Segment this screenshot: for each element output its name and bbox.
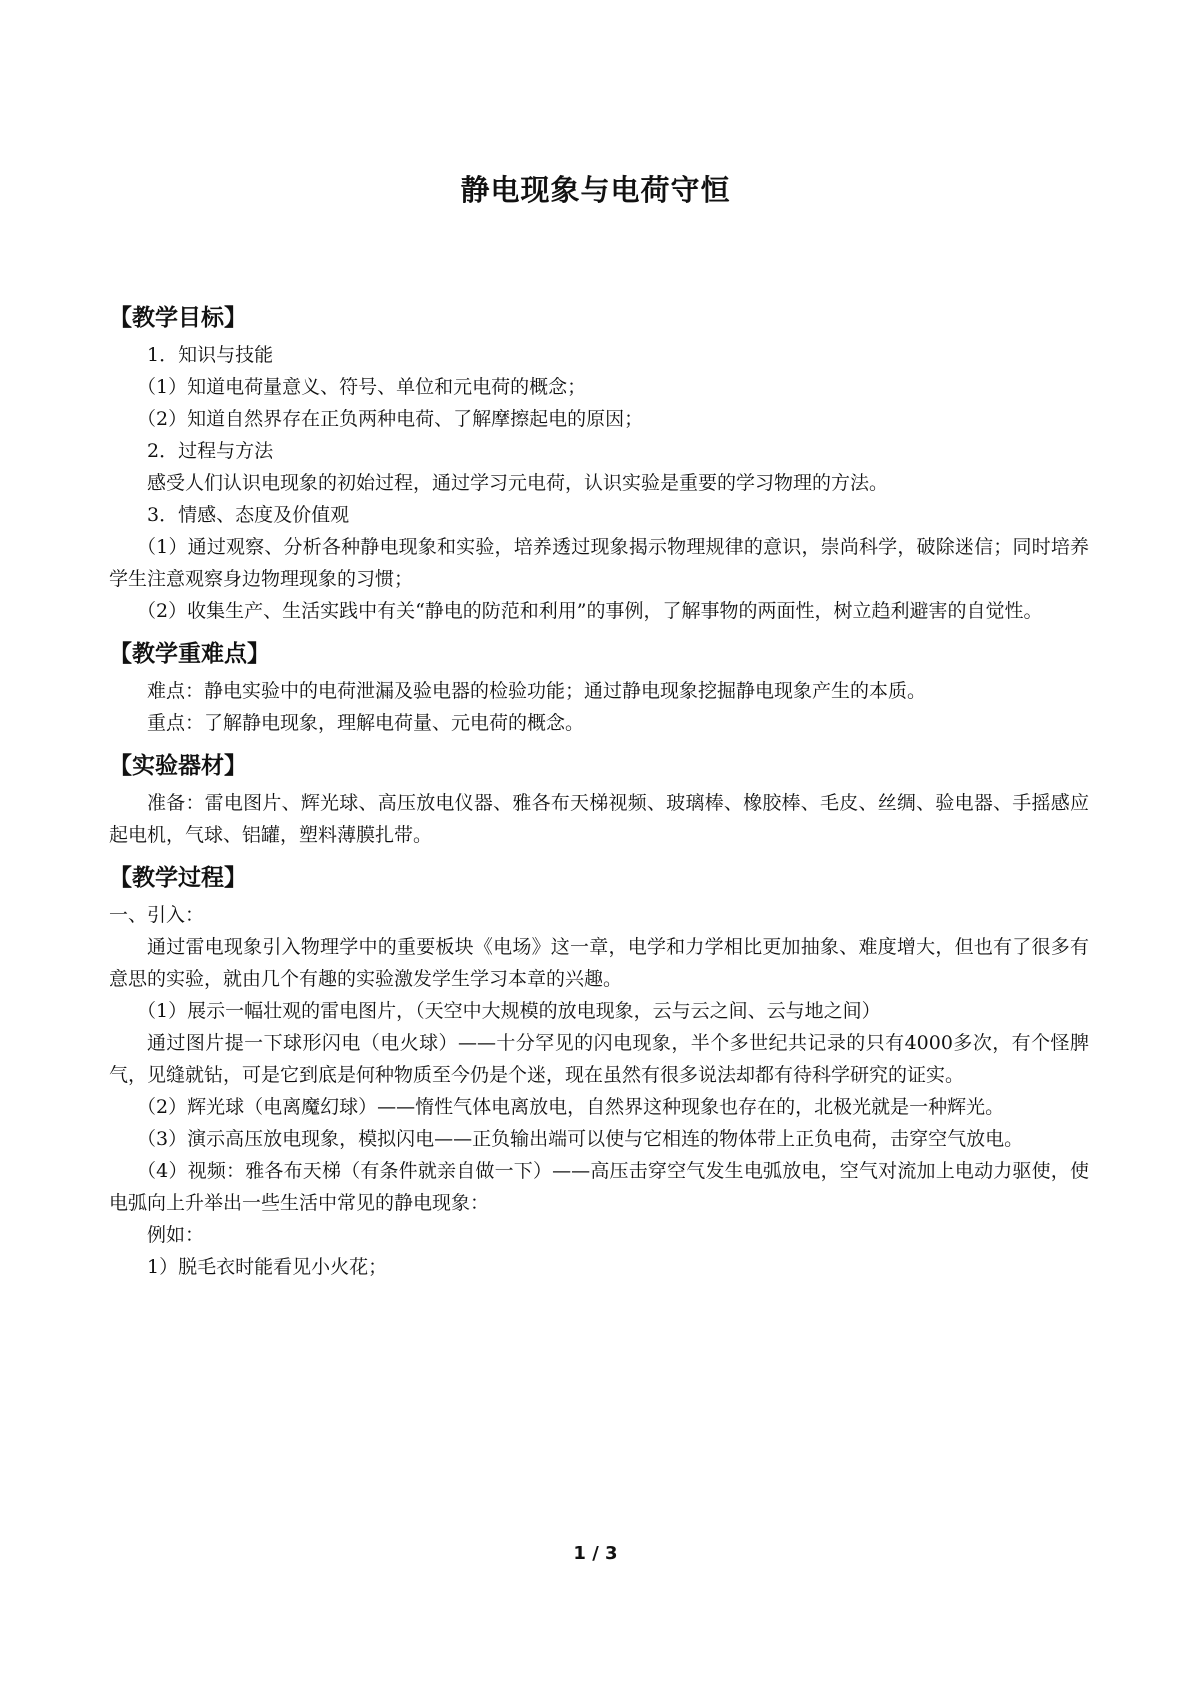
page-number: 1 / 3 bbox=[573, 1543, 618, 1564]
process-item-2: （2）辉光球（电离魔幻球）——惰性气体电离放电，自然界这种现象也存在的，北极光就是一种辉光。 bbox=[137, 1096, 1005, 1118]
goal-1-item-1: （1）知道电荷量意义、符号、单位和元电荷的概念； bbox=[137, 376, 587, 398]
goal-1-item-2: （2）知道自然界存在正负两种电荷、了解摩擦起电的原因； bbox=[137, 408, 644, 430]
process-item-3: （3）演示高压放电现象，模拟闪电——正负输出端可以使与它相连的物体带上正负电荷，击穿空气放电。 bbox=[137, 1128, 1024, 1150]
goal-2-title: 2．过程与方法 bbox=[147, 440, 274, 462]
process-ball-lightning: 通过图片提一下球形闪电（电火球）——十分罕见的闪电现象，半个多世纪共记录的只有4000多次，有个怪脾气，见缝就钻，可是它到底是何种物质至今仍是个迷，现在虽然有很多说法却都有待科学研究的证实。 bbox=[109, 1032, 1089, 1086]
heading-key-difficult-points: 【教学重难点】 bbox=[109, 641, 270, 667]
process-example-1: 1）脱毛衣时能看见小火花； bbox=[147, 1256, 388, 1278]
goal-3-title: 3．情感、态度及价值观 bbox=[147, 504, 350, 526]
process-example-label: 例如： bbox=[147, 1224, 205, 1246]
process-intro-title: 一、引入： bbox=[109, 904, 205, 926]
process-item-4: （4）视频：雅各布天梯（有条件就亲自做一下）——高压击穿空气发生电弧放电，空气对流加上电动力驱使，使电弧向上升举出一些生活中常见的静电现象： bbox=[109, 1160, 1089, 1214]
process-intro-text: 通过雷电现象引入物理学中的重要板块《电场》这一章，电学和力学相比更加抽象、难度增大，但也有了很多有意思的实验，就由几个有趣的实验激发学生学习本章的兴趣。 bbox=[109, 936, 1089, 990]
document-title: 静电现象与电荷守恒 bbox=[460, 173, 731, 207]
goal-3-item-1: （1）通过观察、分析各种静电现象和实验，培养透过现象揭示物理规律的意识，崇尚科学，破除迷信；同时培养学生注意观察身边物理现象的习惯； bbox=[109, 536, 1089, 590]
heading-teaching-process: 【教学过程】 bbox=[109, 865, 247, 891]
document-body bbox=[109, 301, 1089, 1283]
heading-teaching-goals: 【教学目标】 bbox=[109, 305, 247, 331]
equipment-text: 准备：雷电图片、辉光球、高压放电仪器、雅各布天梯视频、玻璃棒、橡胶棒、毛皮、丝绸、验电器、手摇感应起电机，气球、铝罐，塑料薄膜扎带。 bbox=[109, 792, 1089, 846]
goal-2-text: 感受人们认识电现象的初始过程，通过学习元电荷，认识实验是重要的学习物理的方法。 bbox=[147, 472, 889, 494]
key-point-text: 重点：了解静电现象，理解电荷量、元电荷的概念。 bbox=[147, 712, 585, 734]
goal-1-title: 1．知识与技能 bbox=[147, 344, 274, 366]
difficult-point-text: 难点：静电实验中的电荷泄漏及验电器的检验功能；通过静电现象挖掘静电现象产生的本质。 bbox=[147, 680, 927, 702]
heading-equipment: 【实验器材】 bbox=[109, 753, 247, 779]
goal-3-item-2: （2）收集生产、生活实践中有关“静电的防范和利用”的事例，了解事物的两面性，树立趋利避害的自觉性。 bbox=[137, 600, 1043, 622]
process-item-1: （1）展示一幅壮观的雷电图片，（天空中大规模的放电现象，云与云之间、云与地之间） bbox=[137, 1000, 881, 1022]
